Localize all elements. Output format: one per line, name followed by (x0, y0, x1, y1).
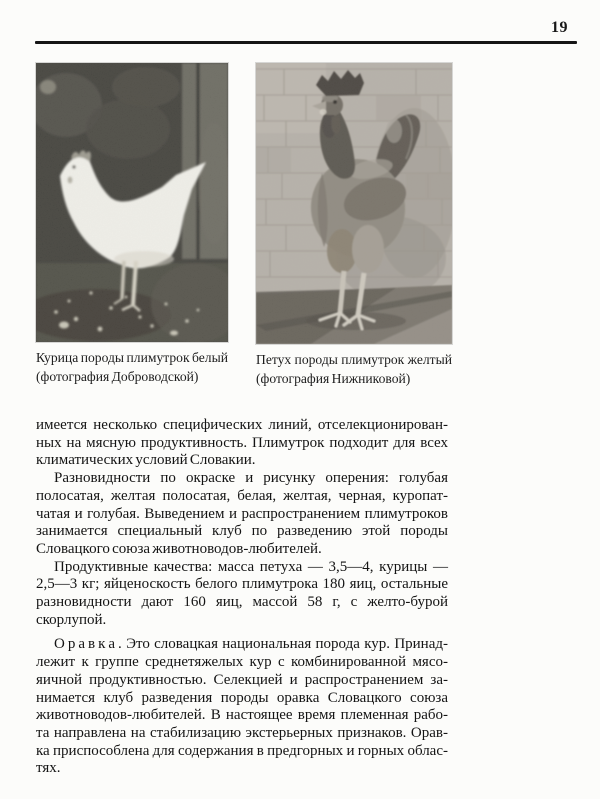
text-line: нимается клуб разведения породы оравка Словацкого союза (36, 689, 448, 706)
text-line: занимается специальный клуб по разведению этой породы (36, 523, 448, 540)
figure-rooster (256, 63, 452, 388)
figure-hen (36, 63, 228, 386)
hen-caption (36, 348, 228, 386)
rooster-photo (256, 63, 452, 344)
text-line: ка приспособлена для содержания в предгорных и горных облас- (36, 742, 448, 759)
text-line: 2,5—3 кг; яйценоскость белого плимутрока 180 яиц, остальные (36, 576, 448, 593)
caption-line: (фотография Нижниковой) (256, 371, 411, 386)
text-line: Разновидности по окраске и рисунку оперения: голубая (54, 470, 448, 487)
text-line: имеется несколько специфических линий, отселекционирован- (36, 417, 448, 433)
text-line: разновидности дают 160 яиц, массой 58 г, с желто-бурой (36, 594, 448, 611)
hen-photo (36, 63, 228, 342)
text-line: Словацкого союза животноводов-любителей. (36, 540, 322, 557)
paragraph (36, 417, 448, 470)
paragraph (36, 559, 448, 630)
text-line: животноводов-любителей. В настоящее время племенная рабо- (36, 707, 448, 724)
text-line: ных на мясную продуктивность. Плимутрок подходит для всех (36, 434, 448, 451)
caption-line: (фотография Доброводской) (36, 369, 199, 384)
paragraph (36, 636, 448, 778)
caption-line: Курица породы плимутрок белый (36, 350, 228, 365)
text-line: яичной продуктивностью. Селекцией и распространением за- (36, 671, 448, 688)
text-line: та направлена на стабилизацию экстерьерных признаков. Орав- (36, 724, 448, 741)
text-line: Продуктивные качества: масса петуха — 3,5—4, курицы — (54, 558, 448, 575)
text-line: лежит к группе среднетяжелых кур с комбинированной мясо- (36, 654, 448, 671)
text-line: О р а в к а . Это словацкая национальная порода кур. Принад- (54, 636, 448, 653)
page-number: 19 (551, 19, 568, 36)
paragraph (36, 470, 448, 559)
text-line: тях. (36, 760, 61, 777)
rooster-caption (256, 350, 452, 388)
text-line: полосатая, желтая полосатая, белая, желтая, черная, куропат- (36, 487, 448, 504)
body-text (36, 417, 448, 778)
text-line: скорлупой. (36, 611, 107, 628)
caption-line: Петух породы плимутрок желтый (256, 352, 452, 367)
header-rule (35, 41, 577, 44)
text-line: чатая и голубая. Выведением и распространением плимутроков (36, 505, 448, 522)
text-line: климатических условий Словакии. (36, 452, 256, 469)
